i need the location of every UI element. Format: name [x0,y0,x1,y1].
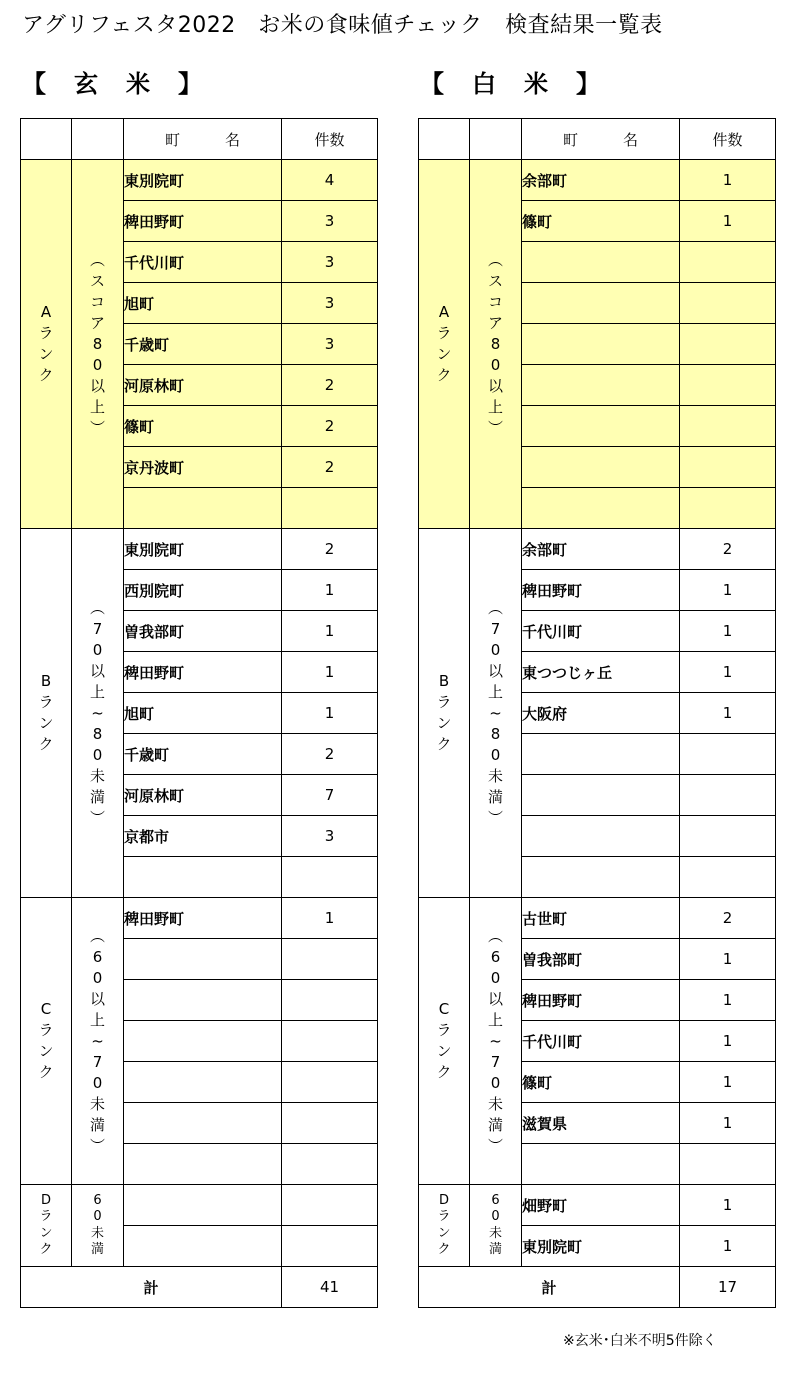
count-value: 2 [282,365,378,406]
town-name: 千代川町 [522,611,680,652]
score-range-char: ︶ [487,1136,503,1155]
header-blank [419,119,470,160]
count-value [680,857,776,898]
town-name: 千代川町 [522,1021,680,1062]
score-range-char: 上 [89,682,105,701]
header-blank [470,119,522,160]
count-value: 1 [282,652,378,693]
town-name [522,406,680,447]
score-range-char: 8 [490,724,501,743]
rank-label-char: ン [436,345,452,363]
count-value: 2 [282,529,378,570]
score-range-char: ︵ [89,250,105,269]
score-range-char: 7 [490,619,501,638]
score-range-char: 以 [487,989,503,1008]
town-name: 河原林町 [124,365,282,406]
score-range-char: ス [487,271,503,290]
score-range-char: ア [89,313,105,332]
score-range-char: 7 [92,619,103,638]
town-name [124,980,282,1021]
score-range-c [470,898,522,1185]
rank-label-char: C [438,1000,450,1018]
town-name [522,488,680,529]
town-name: 曽我部町 [124,611,282,652]
score-range-char: 6 [491,1193,500,1208]
town-name [522,1144,680,1185]
town-name: 篠町 [522,201,680,242]
rank-label-a [21,160,72,529]
score-range-char: 0 [92,640,103,659]
town-name [522,734,680,775]
score-range-char: 6 [92,947,103,966]
count-value: 3 [282,201,378,242]
score-range-char: 未 [89,1094,105,1113]
town-name [522,857,680,898]
town-name [522,242,680,283]
score-range-char: 未 [487,766,503,785]
header-blank [21,119,72,160]
score-range-char: ︶ [487,808,503,827]
town-name: 京丹波町 [124,447,282,488]
white-rice-table [418,118,776,1308]
count-value [282,980,378,1021]
town-name: 稗田野町 [522,980,680,1021]
score-range-b [72,529,124,898]
score-range-char: 満 [89,1115,105,1134]
table-row [419,529,776,570]
score-range-char: 0 [92,1073,103,1092]
count-value: 1 [680,611,776,652]
count-value: 1 [680,652,776,693]
rank-label-c [419,898,470,1185]
town-name [522,775,680,816]
count-value [680,406,776,447]
town-name: 篠町 [124,406,282,447]
rank-label-char: ラ [436,1021,452,1039]
score-range-char: 上 [89,397,105,416]
score-range-char: ~ [489,703,502,722]
count-value [680,324,776,365]
score-range-char: 0 [93,1209,102,1225]
score-range-char: 0 [490,745,501,764]
rank-label-char: D [438,1193,449,1208]
total-label: 計 [419,1267,680,1308]
score-range-char: 8 [490,334,501,353]
rank-label-char: ラ [39,1209,53,1225]
count-value: 2 [282,447,378,488]
rank-label-d [419,1185,470,1267]
count-value: 1 [680,939,776,980]
count-value: 2 [282,734,378,775]
score-range-char: 0 [490,640,501,659]
count-value: 2 [680,529,776,570]
score-range-char: ︶ [487,418,503,437]
score-range-char: 満 [487,1115,503,1134]
score-range-char: ︵ [89,598,105,617]
town-name: 畑野町 [522,1185,680,1226]
town-name [124,857,282,898]
section-title-white-rice: 【 白 米 】 [420,70,602,98]
town-name: 稗田野町 [124,898,282,939]
rank-label-char: ン [38,1042,54,1060]
count-value [282,1144,378,1185]
rank-label-b [419,529,470,898]
score-range-char: 0 [490,1073,501,1092]
rank-label-c [21,898,72,1185]
score-range-char: 0 [491,1209,500,1225]
town-name: 京都市 [124,816,282,857]
header-town: 町 名 [522,119,680,160]
score-range-char: 上 [89,1010,105,1029]
count-value [282,857,378,898]
count-value: 1 [680,980,776,1021]
total-row [419,1267,776,1308]
score-range-char: ア [487,313,503,332]
rank-label-a [419,160,470,529]
score-range-char: 7 [92,1052,103,1071]
rank-label-char: ク [436,366,452,384]
score-range-char: 満 [90,1241,104,1257]
score-range-char: ︵ [487,926,503,945]
score-range-char: 満 [89,787,105,806]
score-range-char: ︶ [89,1136,105,1155]
count-value: 1 [282,570,378,611]
header-row [419,119,776,160]
score-range-char: 以 [89,661,105,680]
rank-label-char: ラ [436,693,452,711]
count-value [680,488,776,529]
town-name: 東別院町 [124,529,282,570]
count-value [680,242,776,283]
score-range-char: ︵ [89,926,105,945]
town-name: 旭町 [124,283,282,324]
score-range-char: コ [487,292,503,311]
table-row [419,160,776,201]
rank-label-char: ク [38,366,54,384]
score-range-char: 上 [487,1010,503,1029]
count-value [680,816,776,857]
score-range-c [72,898,124,1185]
count-value: 2 [282,406,378,447]
count-value: 1 [282,693,378,734]
town-name [522,365,680,406]
rank-label-d [21,1185,72,1267]
count-value [680,283,776,324]
town-name: 千代川町 [124,242,282,283]
table-row [21,529,378,570]
town-name [124,1021,282,1062]
town-name: 稗田野町 [522,570,680,611]
count-value [282,1226,378,1267]
rank-label-char: ラ [38,324,54,342]
count-value: 1 [680,1062,776,1103]
table-row [21,160,378,201]
town-name: 稗田野町 [124,652,282,693]
town-name: 大阪府 [522,693,680,734]
town-name [124,939,282,980]
rank-label-char: ン [436,714,452,732]
rank-label-char: B [40,672,52,690]
town-name: 稗田野町 [124,201,282,242]
header-blank [72,119,124,160]
score-range-char: 8 [92,334,103,353]
count-value: 1 [680,160,776,201]
score-range-char: 未 [89,766,105,785]
section-title-brown-rice: 【 玄 米 】 [22,70,204,98]
rank-label-char: ン [38,714,54,732]
town-name [124,1185,282,1226]
town-name: 曽我部町 [522,939,680,980]
count-value [680,447,776,488]
rank-label-b [21,529,72,898]
town-name: 余部町 [522,160,680,201]
header-town: 町 名 [124,119,282,160]
score-range-char: 0 [490,355,501,374]
score-range-char: 以 [487,376,503,395]
town-name: 余部町 [522,529,680,570]
score-range-a [470,160,522,529]
count-value: 1 [282,611,378,652]
town-name [522,447,680,488]
count-value [282,488,378,529]
count-value: 4 [282,160,378,201]
count-value: 1 [680,1185,776,1226]
town-name: 千歳町 [124,324,282,365]
rank-label-char: A [438,303,450,321]
count-value: 1 [680,693,776,734]
table-row [419,898,776,939]
score-range-char: 0 [92,968,103,987]
rank-label-char: ク [437,1241,451,1257]
town-name: 滋賀県 [522,1103,680,1144]
town-name: 千歳町 [124,734,282,775]
score-range-char: 6 [93,1193,102,1208]
table-row [21,1185,378,1226]
footnote: ※玄米･白米不明5件除く [563,1333,717,1349]
white-rice-table-wrap [418,118,776,1308]
town-name [522,283,680,324]
score-range-char: ︶ [89,418,105,437]
town-name: 東つつじヶ丘 [522,652,680,693]
rank-label-char: ラ [38,1021,54,1039]
rank-label-char: ン [39,1225,53,1241]
town-name: 旭町 [124,693,282,734]
town-name [522,324,680,365]
town-name: 古世町 [522,898,680,939]
total-value: 41 [282,1267,378,1308]
score-range-char: ~ [91,1031,104,1050]
score-range-char: 0 [490,968,501,987]
score-range-char: ︵ [487,598,503,617]
score-range-char: 7 [490,1052,501,1071]
score-range-char: ︶ [89,808,105,827]
town-name: 東別院町 [124,160,282,201]
rank-label-char: ク [38,735,54,753]
count-value: 3 [282,324,378,365]
rank-label-char: ク [38,1063,54,1081]
score-range-char: ︵ [487,250,503,269]
count-value: 1 [282,898,378,939]
header-row [21,119,378,160]
score-range-char: 8 [92,724,103,743]
table-row [419,1185,776,1226]
rank-label-char: ン [436,1042,452,1060]
town-name [124,1062,282,1103]
page-title: アグリフェスタ2022 お米の食味値チェック 検査結果一覧表 [22,13,663,38]
score-range-char: 以 [89,989,105,1008]
score-range-char: 0 [92,745,103,764]
rank-label-char: ク [436,735,452,753]
total-row [21,1267,378,1308]
rank-label-char: B [438,672,450,690]
total-label: 計 [21,1267,282,1308]
rank-label-char: ン [437,1225,451,1241]
score-range-char: ス [89,271,105,290]
rank-label-char: ラ [437,1209,451,1225]
header-count: 件数 [282,119,378,160]
rank-label-char: ク [39,1241,53,1257]
total-value: 17 [680,1267,776,1308]
count-value: 7 [282,775,378,816]
town-name [124,1144,282,1185]
score-range-char: 未 [487,1094,503,1113]
count-value [282,939,378,980]
score-range-char: 満 [488,1241,502,1257]
rank-label-char: C [40,1000,52,1018]
count-value: 3 [282,283,378,324]
rank-label-char: A [40,303,52,321]
count-value [680,734,776,775]
count-value [282,1103,378,1144]
rank-label-char: ラ [436,324,452,342]
score-range-b [470,529,522,898]
count-value: 1 [680,1021,776,1062]
score-range-d [72,1185,124,1267]
count-value: 3 [282,816,378,857]
count-value: 1 [680,1226,776,1267]
score-range-d [470,1185,522,1267]
count-value [680,365,776,406]
town-name: 河原林町 [124,775,282,816]
score-range-char: 満 [487,787,503,806]
rank-label-char: ク [436,1063,452,1081]
score-range-char: 0 [92,355,103,374]
count-value [680,775,776,816]
score-range-char: コ [89,292,105,311]
rank-label-char: ラ [38,693,54,711]
score-range-char: 6 [490,947,501,966]
rank-label-char: ン [38,345,54,363]
score-range-char: 以 [89,376,105,395]
count-value: 3 [282,242,378,283]
town-name [124,1103,282,1144]
town-name [522,816,680,857]
count-value [282,1021,378,1062]
score-range-char: 未 [488,1225,502,1241]
town-name [124,488,282,529]
count-value [680,1144,776,1185]
brown-rice-table [20,118,378,1308]
count-value: 1 [680,570,776,611]
count-value [282,1185,378,1226]
rank-label-char: D [40,1193,51,1208]
score-range-char: ~ [91,703,104,722]
score-range-char: 以 [487,661,503,680]
score-range-a [72,160,124,529]
count-value: 1 [680,1103,776,1144]
town-name: 篠町 [522,1062,680,1103]
count-value: 2 [680,898,776,939]
score-range-char: 未 [90,1225,104,1241]
town-name: 東別院町 [522,1226,680,1267]
score-range-char: ~ [489,1031,502,1050]
score-range-char: 上 [487,397,503,416]
town-name: 西別院町 [124,570,282,611]
town-name [124,1226,282,1267]
table-row [21,898,378,939]
brown-rice-table-wrap [20,118,378,1308]
score-range-char: 上 [487,682,503,701]
count-value [282,1062,378,1103]
count-value: 1 [680,201,776,242]
header-count: 件数 [680,119,776,160]
